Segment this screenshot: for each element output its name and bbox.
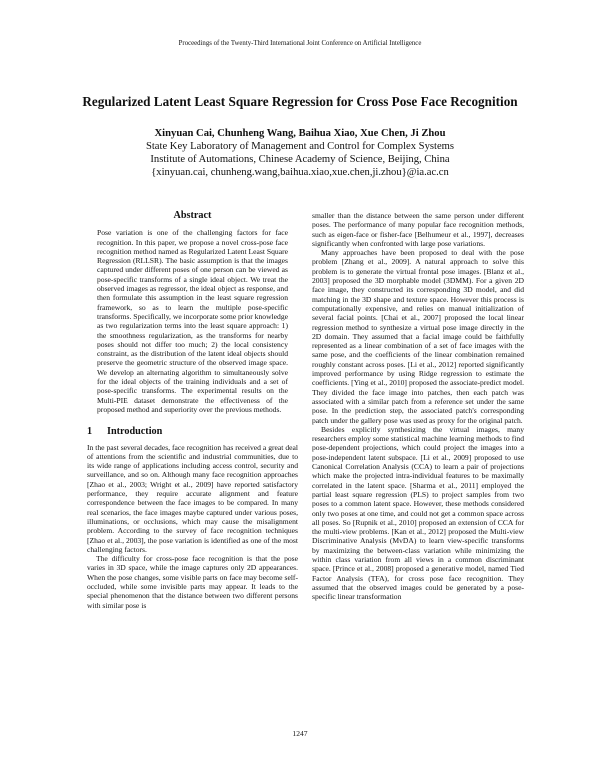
body-paragraph: smaller than the distance between the same person under different poses. The performance of many popular face recognition methods, such as eigen-face or fisher-face [Belhumeur et al., 1997], decreases significantly when confronted with large pose variations.: [312, 211, 524, 248]
affiliation-lab: State Key Laboratory of Management and Control for Complex Systems: [145, 141, 455, 152]
left-column: [87, 211, 298, 610]
body-paragraph: Many approaches have been proposed to deal with the pose problem [Zhang et al., 2009]. A natural approach to solve this problem is to generate the virtual frontal pose images. [Blanz et al., 2003] proposed the 3D morphable model (3DMM). For a given 2D face image, they constructed its corresponding 3D model, and did matching in the 3D shape and texture space. However this process is computationally expensive, and relies on manual initialization of several facial points. [Chai et al., 2007] proposed the local linear regression method to synthesize a virtual pose image directly in the 2D domain. They assumed that a facial image could be faithfully represented as a linear combination of a set of face images with the same pose, and the coefficients of the linear combination remained roughly constant across poses. [Li et al., 2012] reported significantly improved performance by using Ridge regression to estimate the coefficients. [Ying et al., 2010] proposed the associate-predict model. They divided the face image into patches, then each patch was associated with a similar patch from a reference set under the same pose. In the prediction step, the associated patch's corresponding patch under the gallery pose was used as proxy for the original patch.: [312, 248, 524, 425]
section-number: 1: [87, 426, 93, 438]
author-block: [0, 127, 600, 179]
affiliation-institute: Institute of Automations, Chinese Academy of Science, Beijing, China: [150, 154, 450, 165]
body-paragraph: Besides explicitly synthesizing the virtual images, many researchers employ some statistical machine learning methods to find pose-dependent projections, which could project the images into a pose-independent latent subspace. [Li et al., 2009] proposed to use Canonical Correlation Analysis (CCA) to learn a pair of projections which make the projected intra-individual features to be maximally correlated in the latent space. [Sharma et al., 2011] employed the partial least square regression (PLS) to project samples from two poses to a common latent space. However, these methods considered only two poses at one time, and could not get a common space across all poses. So [Rupnik et al., 2010] proposed an extension of CCA for the multi-view problems. [Kan et al., 2012] proposed the Multi-view Discriminative Analysis (MvDA) to learn view-specific transforms by maximizing the between-class variation while minimizing the within class variation from all views in a common discriminant space. [Prince et al., 2008] proposed a generative model, named Tied Factor Analysis (TFA), for cross pose face recognition. They assumed that the observed images could be generated by a pose-specific linear transformation: [312, 424, 524, 602]
author-emails: {xinyuan.cai, chunheng.wang,baihua.xiao,xue.chen,ji.zhou}@ia.ac.cn: [151, 167, 449, 178]
author-names: Xinyuan Cai, Chunheng Wang, Baihua Xiao, Xue Chen, Ji Zhou: [154, 128, 446, 139]
abstract-text: Pose variation is one of the challenging factors for face recognition. In this paper, we propose a novel cross-pose face recognition method named as Regularized Latent Least Square Regression (RLLSR). The basic assumption is that the images captured under different poses of one person can be viewed as pose-specific transforms of a single ideal object. We treat the observed images as regressor, the ideal object as response, and then formulate this assumption in the least square regression framework, so as to learn the multiple pose-specific transforms. Specifically, we incorporate some prior knowledge as two regularization terms into the least square approach: 1) the smoothness regularization, as the transforms for nearby poses should not differ too much; 2) the local consistency constraint, as the distribution of the latent ideal objects should preserve the geometric structure of the observed image space. We develop an alternating algorithm to simultaneously solve for the ideal objects of the training individuals and a set of pose-specific transforms. The experimental results on the Multi-PIE dataset demonstrate the effectiveness of the proposed method and superiority over the previous methods.: [97, 228, 288, 414]
abstract-body: [97, 228, 288, 414]
running-head: Proceedings of the Twenty-Third International Joint Conference on Artificial Intelligence: [178, 40, 422, 47]
abstract-heading: Abstract: [173, 210, 212, 221]
section-title: Introduction: [107, 426, 163, 438]
section-heading-introduction: [87, 427, 298, 436]
intro-paragraph: The difficulty for cross-pose face recognition is that the pose varies in 3D space, while the image captures only 2D appearances. When the pose changes, some visible parts on face may become self-occluded, while some invisible parts may appear. It leads to the special phenomenon that the distance between two different persons with similar pose is: [87, 554, 298, 610]
intro-paragraph: In the past several decades, face recognition has received a great deal of attentions from the scientific and industrial communities, due to its wide range of applications including access control, security and surveillance, and so on. Although many face recognition approaches [Zhao et al., 2003; Wright et al., 2009] have reported satisfactory performance, they require accurate alignment and feature correspondence between the face images to be compared. In many real scenarios, the face images maybe captured under various poses, illuminations, or occlusions, which may cause the misalignment problem. According to the survey of face recognition techniques [Zhao et al., 2003], the pose variation is identified as one of the most challenging factors.: [87, 442, 298, 554]
paper-title: Regularized Latent Least Square Regression for Cross Pose Face Recognition: [82, 94, 518, 109]
right-column: [312, 211, 524, 601]
page-number: 1247: [292, 729, 308, 738]
